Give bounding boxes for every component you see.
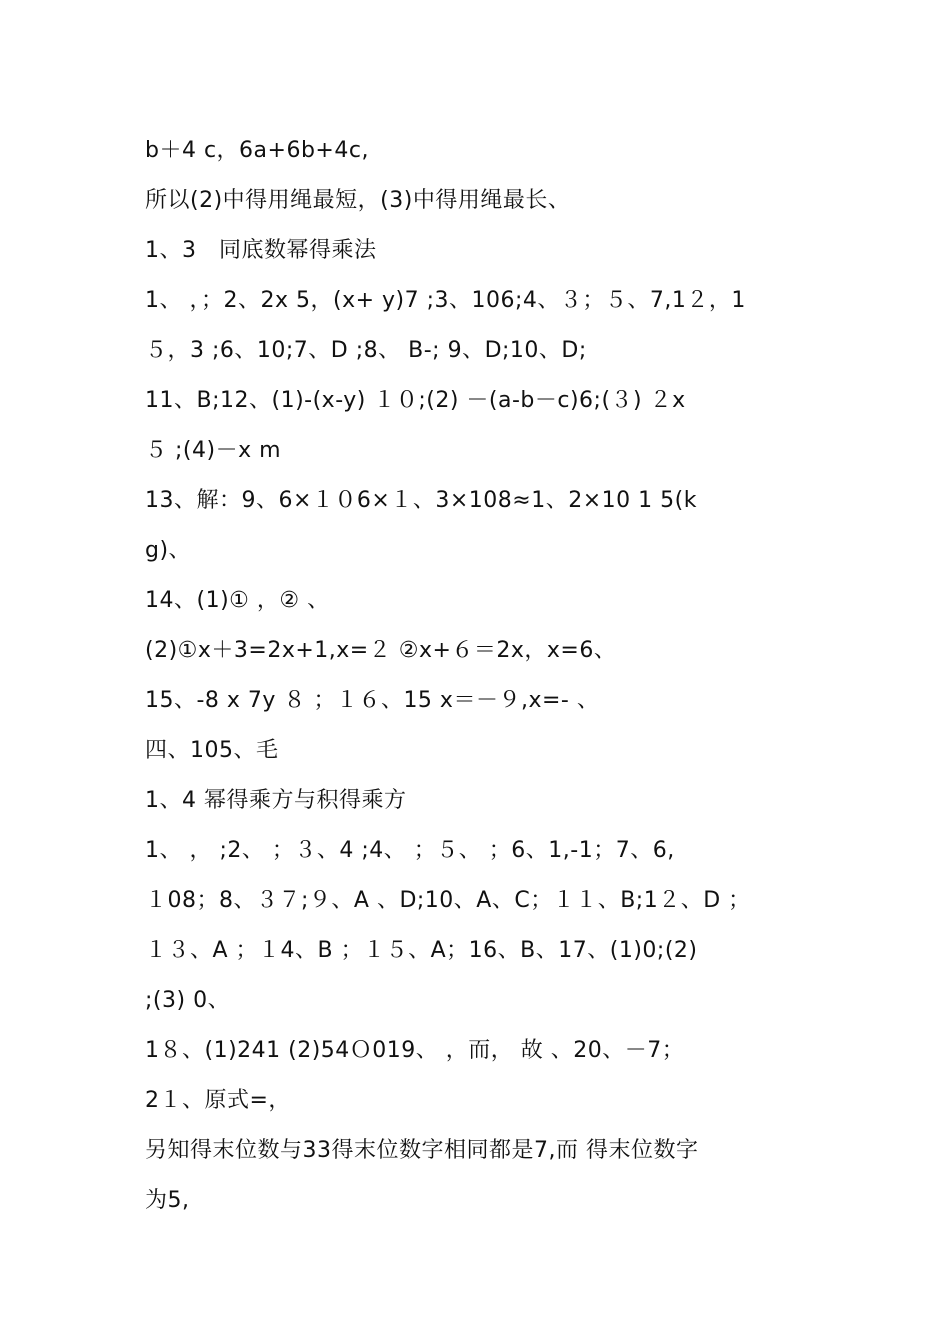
text-line: ５ ;(4)－x m (145, 438, 282, 463)
text-line: 1、 ， ;2、 ；３、4 ;4、 ；５、 ；6、1,-1；7、6, (145, 838, 675, 863)
text-line: 为5, (145, 1188, 190, 1213)
text-line: 14、(1)① ，② 、 (145, 588, 330, 613)
text-line: 所以(2)中得用绳最短，(3)中得用绳最长、 (145, 188, 571, 213)
text-line: (2)①x＋3=2x+1,x=２ ②x+６＝2x，x=6、 (145, 638, 617, 663)
text-line: 11、B;12、(1)-(x-y) １０;(2) －(a-b－c)6;(３) ２x (145, 388, 686, 413)
text-line: b＋4 c，6a+6b+4c, (145, 138, 369, 163)
text-line: 四、105、毛 (145, 738, 279, 763)
text-line: ５，3 ;6、10;7、D ;8、 B-; 9、D;10、D; (145, 338, 587, 363)
section-heading: 1、3 同底数幂得乘法 (145, 238, 377, 263)
text-line: 另知得末位数与33得末位数字相同都是7,而 得末位数字 (145, 1138, 699, 1163)
text-line: １３、A ；１4、B ；１５、A；16、B、17、(1)0;(2) (145, 938, 698, 963)
text-line: 1８、(1)241 (2)54Ｏ019、 ，而， 故 、20、－7； (145, 1038, 685, 1063)
text-line: ;(3) 0、 (145, 988, 231, 1013)
text-line: 1、 ，；2、2x 5，(x+ y)7 ;3、106;4、３；５、7,1２，1 (145, 288, 746, 313)
text-line: 13、解：9、6×１０6×１、3×108≈1、2×10 1 5(k (145, 488, 697, 513)
section-heading: 1、4 幂得乘方与积得乘方 (145, 788, 407, 813)
text-line: １08；8、３７;９、A 、D;10、A、C；１１、B;1２、D ； (145, 888, 751, 913)
text-line: 2１、原式=， (145, 1088, 291, 1113)
text-line: 15、-8 x 7y ８ ；１６、15 x＝－９,x=- 、 (145, 688, 600, 713)
text-line: g)、 (145, 538, 192, 563)
